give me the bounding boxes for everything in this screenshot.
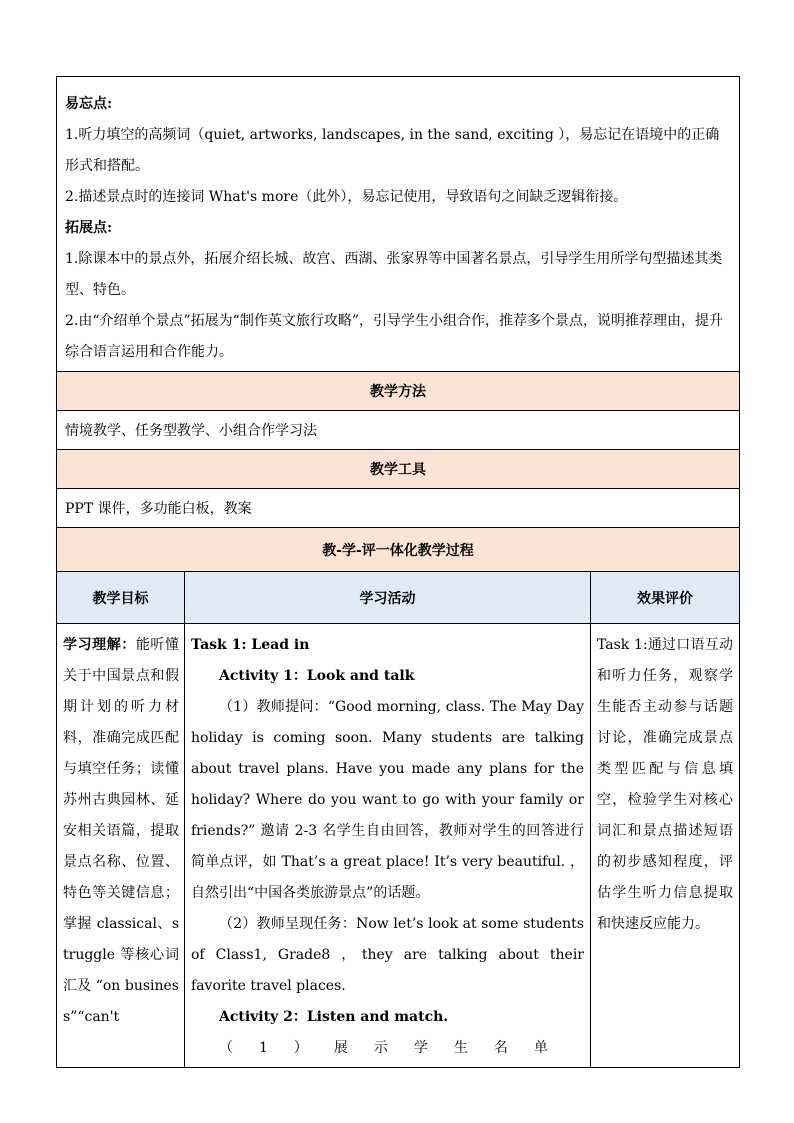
notes-row bbox=[57, 77, 740, 372]
column-header-activities: 学习活动 bbox=[185, 572, 591, 624]
activities-cell bbox=[185, 624, 591, 1068]
objective-text: 能听懂关于中国景点和假期计划的听力材料，准确完成匹配与填空任务；读懂苏州古典园林、延安相关语篇，提取景点名称、位置、特色等关键信息；掌握 classical、struggle 等核心词汇及 “on business”“can't bbox=[63, 637, 180, 1025]
forget-points-title: 易忘点: bbox=[65, 96, 113, 112]
column-header-evaluation: 效果评价 bbox=[591, 572, 740, 624]
tools-title: 教学工具 bbox=[57, 450, 740, 489]
column-header-row bbox=[57, 572, 740, 624]
activity-1-step-1: （1）教师提问：“Good morning, class. The May Day holiday is coming soon. Many students are talking about travel plans. Have you made any plans for the holiday? Where do you want to go with your family or friends?” 邀请 2-3 名学生自由回答，教师对学生的回答进行简单点评，如 That’s a great place! It’s very beautiful. ，自然引出“中国各类旅游景点”的话题。 bbox=[191, 699, 584, 901]
extension-point-2: 2.由“介绍单个景点”拓展为“制作英文旅行攻略”，引导学生小组合作，推荐多个景点，说明推荐理由，提升综合语言运用和合作能力。 bbox=[65, 313, 723, 360]
tools-header-row bbox=[57, 450, 740, 489]
activity-2-title: Activity 2：Listen and match. bbox=[219, 1009, 449, 1025]
lesson-plan-table bbox=[56, 76, 740, 1068]
extension-points-title: 拓展点: bbox=[65, 220, 113, 236]
tools-content: PPT 课件，多功能白板，教案 bbox=[57, 489, 740, 528]
forget-point-1: 1.听力填空的高频词（quiet, artworks, landscapes, in the sand, exciting ），易忘记在语境中的正确形式和搭配。 bbox=[65, 127, 720, 174]
process-title: 教-学-评一体化教学过程 bbox=[57, 528, 740, 572]
method-content: 情境教学、任务型教学、小组合作学习法 bbox=[57, 411, 740, 450]
activity-2-step-1: （1）展示学生名单 bbox=[219, 1040, 574, 1056]
process-content-row bbox=[57, 624, 740, 1068]
forget-point-2: 2.描述景点时的连接词 What's more（此外），易忘记使用，导致语句之间缺乏逻辑衔接。 bbox=[65, 189, 628, 205]
process-header-row bbox=[57, 528, 740, 572]
column-header-objective: 教学目标 bbox=[57, 572, 185, 624]
activity-1-title: Activity 1：Look and talk bbox=[219, 668, 415, 684]
lesson-plan-document bbox=[56, 76, 739, 1068]
method-title: 教学方法 bbox=[57, 372, 740, 411]
notes-cell bbox=[57, 77, 740, 372]
activity-1-step-2: （2）教师呈现任务：Now let’s look at some students of Class1, Grade8 ，they are talking about their favorite travel places. bbox=[191, 916, 584, 994]
method-content-row bbox=[57, 411, 740, 450]
method-header-row bbox=[57, 372, 740, 411]
objective-cell bbox=[57, 624, 185, 1068]
tools-content-row bbox=[57, 489, 740, 528]
task-1-title: Task 1: Lead in bbox=[191, 637, 310, 653]
objective-label: 学习理解： bbox=[63, 637, 136, 653]
extension-point-1: 1.除课本中的景点外，拓展介绍长城、故宫、西湖、张家界等中国著名景点，引导学生用所学句型描述其类型、特色。 bbox=[65, 251, 723, 298]
evaluation-cell: Task 1:通过口语互动和听力任务，观察学生能否主动参与话题讨论，准确完成景点类型匹配与信息填空，检验学生对核心词汇和景点描述短语的初步感知程度，评估学生听力信息提取和快速反应能力。 bbox=[591, 624, 740, 1068]
